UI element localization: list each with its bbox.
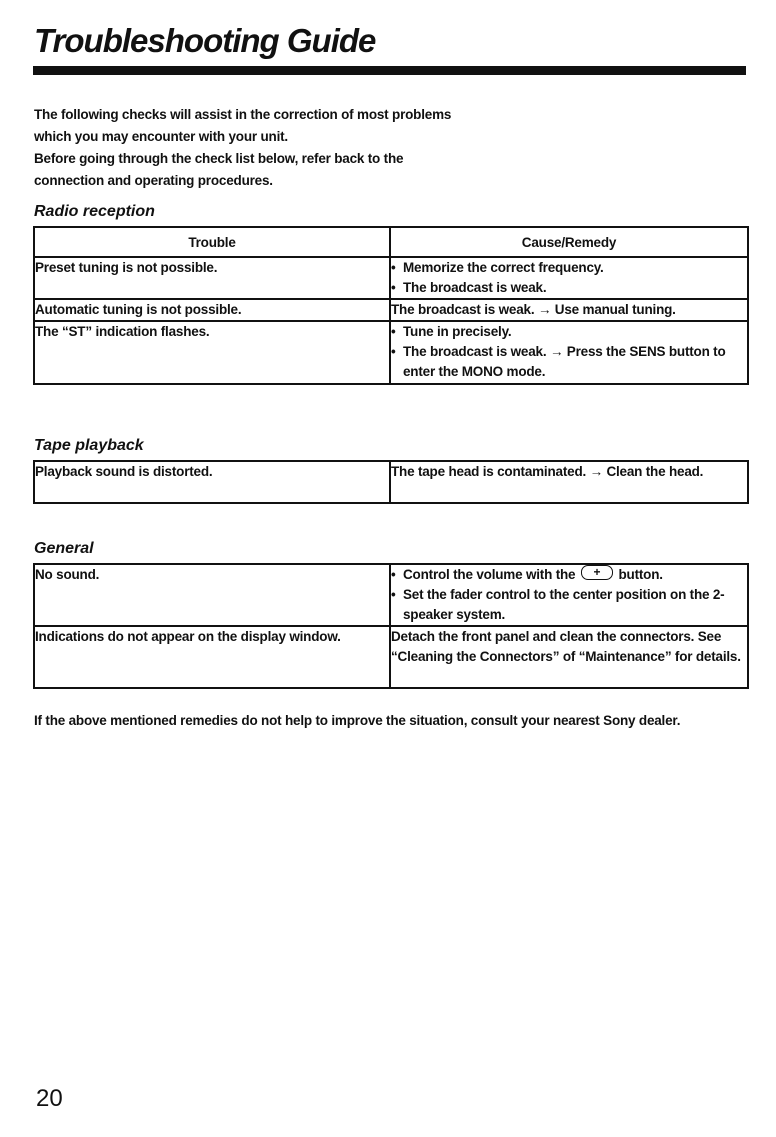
- header-remedy: Cause/Remedy: [390, 227, 748, 257]
- remedy-item: • Set the fader control to the center position on the 2-speaker system.: [391, 585, 747, 625]
- table-row: [34, 299, 748, 321]
- header-trouble: Trouble: [34, 227, 390, 257]
- tape-table: [33, 460, 749, 504]
- page-title: Troubleshooting Guide: [34, 22, 376, 59]
- remedy-cell: The tape head is contaminated. → Clean the head.: [390, 461, 748, 503]
- section-title-tape: Tape playback: [34, 437, 144, 454]
- intro-line: which you may encounter with your unit.: [34, 129, 288, 144]
- trouble-cell: Indications do not appear on the display window.: [34, 626, 390, 688]
- general-table: [33, 563, 749, 689]
- title-rule: [33, 66, 746, 75]
- remedy-item: • The broadcast is weak. → Press the SENS button to enter the MONO mode.: [391, 342, 747, 382]
- intro-paragraph: [34, 104, 554, 192]
- remedy-cell: Detach the front panel and clean the connectors. See “Cleaning the Connectors” of “Maintenance” for details.: [390, 626, 748, 688]
- table-row: [34, 564, 748, 626]
- remedy-text: button.: [618, 567, 663, 582]
- trouble-cell: Preset tuning is not possible.: [34, 257, 390, 299]
- trouble-cell: Automatic tuning is not possible.: [34, 299, 390, 321]
- remedy-text: Control the volume with the: [403, 567, 576, 582]
- trouble-cell: Playback sound is distorted.: [34, 461, 390, 503]
- remedy-cell: The broadcast is weak. → Use manual tuning.: [390, 299, 748, 321]
- volume-plus-button-icon: [581, 565, 613, 580]
- remedy-item: [391, 565, 747, 585]
- intro-line: Before going through the check list below, refer back to the: [34, 151, 404, 166]
- remedy-item: • Memorize the correct frequency.: [391, 258, 747, 278]
- section-title-general: General: [34, 540, 94, 557]
- remedy-cell: [390, 321, 748, 384]
- table-header-row: [34, 227, 748, 257]
- remedy-cell: [390, 564, 748, 626]
- radio-table: [33, 226, 749, 385]
- trouble-cell: No sound.: [34, 564, 390, 626]
- table-row: [34, 321, 748, 384]
- remedy-item: • Tune in precisely.: [391, 322, 747, 342]
- remedy-item: • The broadcast is weak.: [391, 278, 747, 298]
- intro-line: connection and operating procedures.: [34, 173, 273, 188]
- intro-line: The following checks will assist in the correction of most problems: [34, 107, 452, 122]
- section-title-radio: Radio reception: [34, 203, 155, 220]
- footer-note: If the above mentioned remedies do not help to improve the situation, consult your nearest Sony dealer.: [34, 713, 681, 728]
- table-row: [34, 461, 748, 503]
- page-number: 20: [36, 1085, 63, 1112]
- table-row: [34, 257, 748, 299]
- volume-plus-symbol: +: [593, 565, 601, 579]
- trouble-cell: The “ST” indication flashes.: [34, 321, 390, 384]
- table-row: [34, 626, 748, 688]
- remedy-cell: [390, 257, 748, 299]
